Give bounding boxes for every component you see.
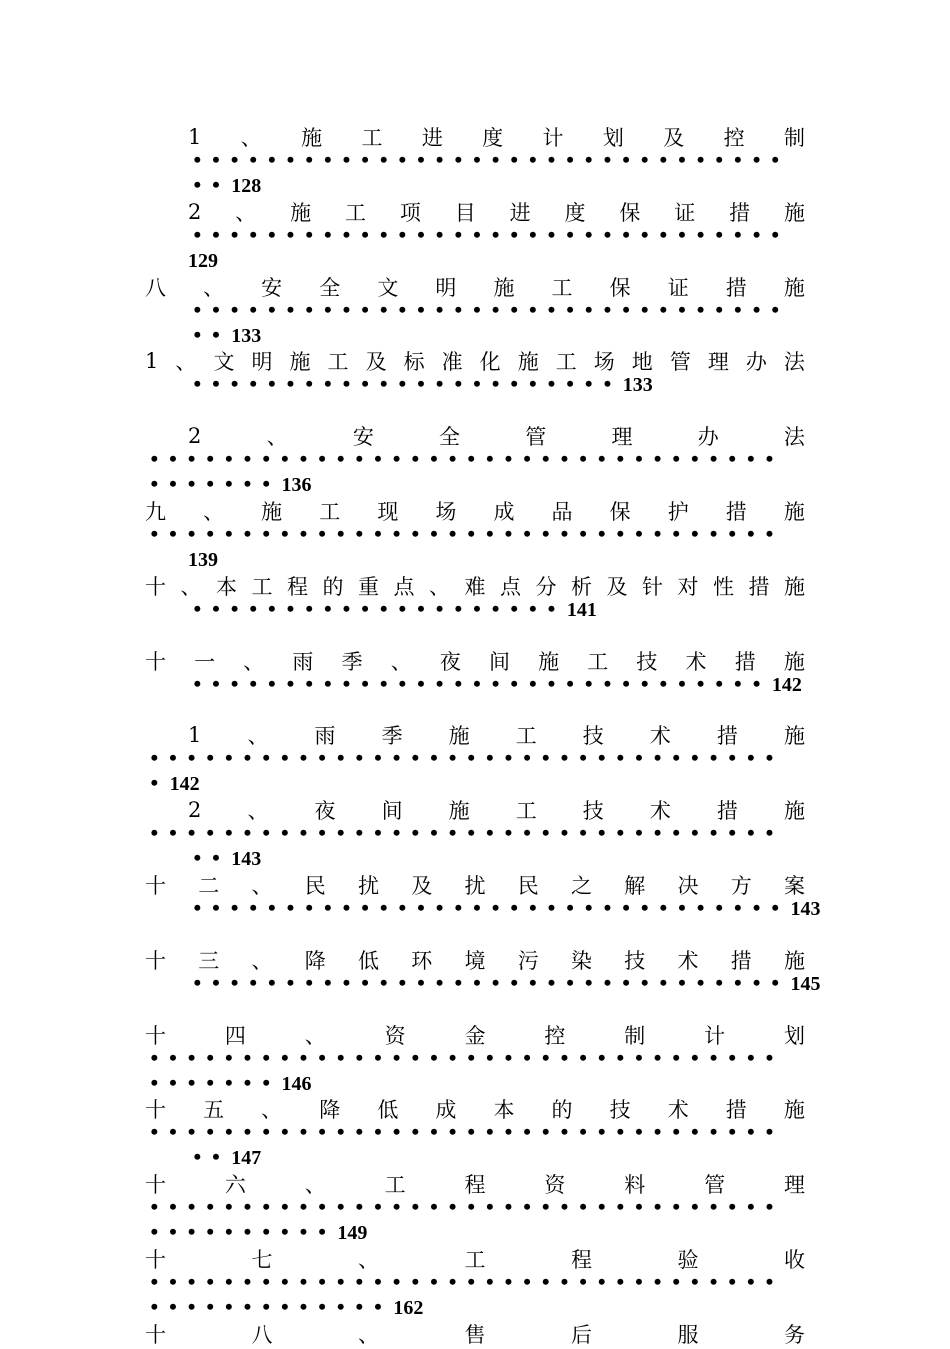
toc-entry[interactable] bbox=[145, 1094, 805, 1170]
toc-entry[interactable] bbox=[145, 1244, 805, 1319]
toc-leader-dots: • • • • • • • • • • • • • • • • • • • • • • • • • • • • • • • • bbox=[193, 296, 780, 322]
toc-entry-title: 十 一 、 雨 季 、 夜 间 施 工 技 术 措 施 bbox=[145, 649, 805, 674]
toc-page-number: 145 bbox=[790, 972, 821, 995]
toc-entry-title: 九 、 施 工 现 场 成 品 保 护 措 施 bbox=[145, 500, 805, 524]
toc-leader-dots: • • • • • • • • • • • • • • • • • • • • • • • • • • • • • • • • bbox=[193, 221, 780, 247]
toc-page-number: 147 bbox=[231, 1147, 262, 1170]
toc-leader-dots: • • • • • • • • • • • • • • • • • • • • • • • • • • • • • • • • • • bbox=[150, 1269, 774, 1294]
toc-page-line: • • • • • • • 146 bbox=[150, 1069, 312, 1095]
toc-page-number: 143 bbox=[231, 848, 262, 871]
toc-leader-dots: • • • • • • • • • • • • • • • • • • • • • • • • • • • • • • • • • • bbox=[150, 1119, 774, 1145]
toc-entry[interactable] bbox=[150, 720, 805, 796]
toc-entry-title: 1 、 施 工 进 度 计 划 及 控 制 bbox=[188, 125, 805, 150]
toc-page-line: • • • • • • • • • • • • • 162 bbox=[150, 1294, 424, 1319]
toc-page-number: 136 bbox=[281, 474, 312, 497]
toc-leader-dots: • • • • • • • • • • • • • • • • • • • • • • • • • • • • • • • • • • bbox=[150, 446, 774, 472]
toc-leader-dots: • • • • • • • • • • • • • • • • • • • • 141 bbox=[193, 595, 597, 621]
toc-entry-title: 十 八 、 售 后 服 务 bbox=[145, 1322, 805, 1347]
toc-entry[interactable] bbox=[145, 945, 821, 995]
toc-entry[interactable] bbox=[145, 272, 805, 347]
toc-page-line: • 142 bbox=[150, 770, 200, 796]
toc-entry-title: 十 二 、 民 扰 及 扰 民 之 解 决 方 案 bbox=[145, 874, 805, 898]
toc-leader-dots: • • • • • • • • • • • • • • • • • • • • • • • • • • • • • • • • • • bbox=[150, 745, 774, 771]
toc-page-number: 129 bbox=[188, 249, 218, 272]
toc-entry[interactable] bbox=[145, 496, 805, 571]
toc-entry-title: 2 、 夜 间 施 工 技 术 措 施 bbox=[188, 798, 805, 824]
toc-page-line bbox=[188, 546, 218, 573]
toc-page-line: • • 143 bbox=[193, 845, 262, 871]
toc-leader-dots: • • • • • • • • • • • • • • • • • • • • • • • • • • • • • • • 142 bbox=[193, 670, 802, 696]
toc-entry[interactable] bbox=[145, 1169, 805, 1245]
toc-entry[interactable] bbox=[145, 1319, 805, 1349]
toc-page-number: 141 bbox=[566, 598, 597, 621]
toc-entry[interactable] bbox=[188, 197, 805, 272]
toc-page-line: • • 133 bbox=[193, 321, 262, 347]
toc-leader-dots: • • • • • • • • • • • • • • • • • • • • • • • • • • • • • • • • 143 bbox=[193, 895, 821, 920]
toc-entry[interactable] bbox=[188, 122, 805, 197]
toc-entry[interactable] bbox=[145, 346, 805, 397]
toc-entry[interactable] bbox=[145, 646, 805, 696]
toc-page-number: 133 bbox=[231, 324, 262, 347]
toc-entry-title: 1 、 文 明 施 工 及 标 准 化 施 工 场 地 管 理 办 法 bbox=[145, 349, 805, 375]
toc-entry[interactable] bbox=[145, 1020, 805, 1095]
toc-page-line: • • • • • • • 136 bbox=[150, 471, 312, 497]
toc-entry-title: 十 、 本 工 程 的 重 点 、 难 点 分 析 及 针 对 性 措 施 bbox=[145, 574, 805, 599]
toc-page-line: • • 147 bbox=[193, 1144, 262, 1170]
toc-page-number: 146 bbox=[281, 1072, 312, 1095]
toc-leader-dots: • • • • • • • • • • • • • • • • • • • • • • • • • • • • • • • • bbox=[193, 147, 780, 172]
toc-page-line: • • • • • • • • • • 149 bbox=[150, 1219, 368, 1245]
toc-leader-dots: • • • • • • • • • • • • • • • • • • • • • • • • • • • • • • • • • • bbox=[150, 1194, 774, 1220]
toc-entry-title: 十 三 、 降 低 环 境 污 染 技 术 措 施 bbox=[145, 948, 805, 973]
toc-entry-title: 十 五 、 降 低 成 本 的 技 术 措 施 bbox=[145, 1098, 805, 1123]
toc-page-number: 149 bbox=[337, 1222, 368, 1245]
toc-page-number: 139 bbox=[188, 549, 218, 571]
toc-entry-title: 十 四 、 资 金 控 制 计 划 bbox=[145, 1023, 805, 1048]
toc-page-number: 143 bbox=[790, 898, 821, 920]
toc-entry[interactable] bbox=[150, 795, 805, 871]
toc-leader-dots: • • • • • • • • • • • • • • • • • • • • • • • 133 bbox=[193, 371, 653, 397]
toc-page-number: 162 bbox=[393, 1297, 424, 1319]
toc-page-number: 133 bbox=[622, 374, 653, 397]
toc-entry[interactable] bbox=[145, 571, 805, 621]
toc-entry-title: 十 六 、 工 程 资 料 管 理 bbox=[145, 1173, 805, 1198]
toc-leader-dots: • • • • • • • • • • • • • • • • • • • • • • • • • • • • • • • • • • bbox=[150, 1044, 774, 1070]
toc-entry-title: 2 、 安 全 管 理 办 法 bbox=[188, 424, 805, 450]
toc-entry-title: 1 、 雨 季 施 工 技 术 措 施 bbox=[188, 723, 805, 749]
toc-entry-title: 2 、 施 工 项 目 进 度 保 证 措 施 bbox=[188, 199, 805, 225]
toc-page-line: • • 128 bbox=[193, 172, 262, 197]
toc-entry[interactable] bbox=[150, 421, 805, 497]
toc-leader-dots: • • • • • • • • • • • • • • • • • • • • • • • • • • • • • • • • 145 bbox=[193, 969, 821, 995]
toc-page-number: 142 bbox=[169, 773, 200, 796]
toc-leader-dots: • • • • • • • • • • • • • • • • • • • • • • • • • • • • • • • • • • bbox=[150, 820, 774, 846]
toc-leader-dots: • • • • • • • • • • • • • • • • • • • • • • • • • • • • • • • • • • bbox=[150, 521, 774, 546]
toc-entry[interactable] bbox=[145, 870, 821, 920]
toc-page-line bbox=[188, 247, 218, 274]
toc-entry-title: 八 、 安 全 文 明 施 工 保 证 措 施 bbox=[145, 275, 805, 300]
toc-page-number: 142 bbox=[771, 673, 802, 696]
toc-page-number: 128 bbox=[231, 175, 262, 197]
toc-entry-title: 十 七 、 工 程 验 收 bbox=[145, 1248, 805, 1272]
